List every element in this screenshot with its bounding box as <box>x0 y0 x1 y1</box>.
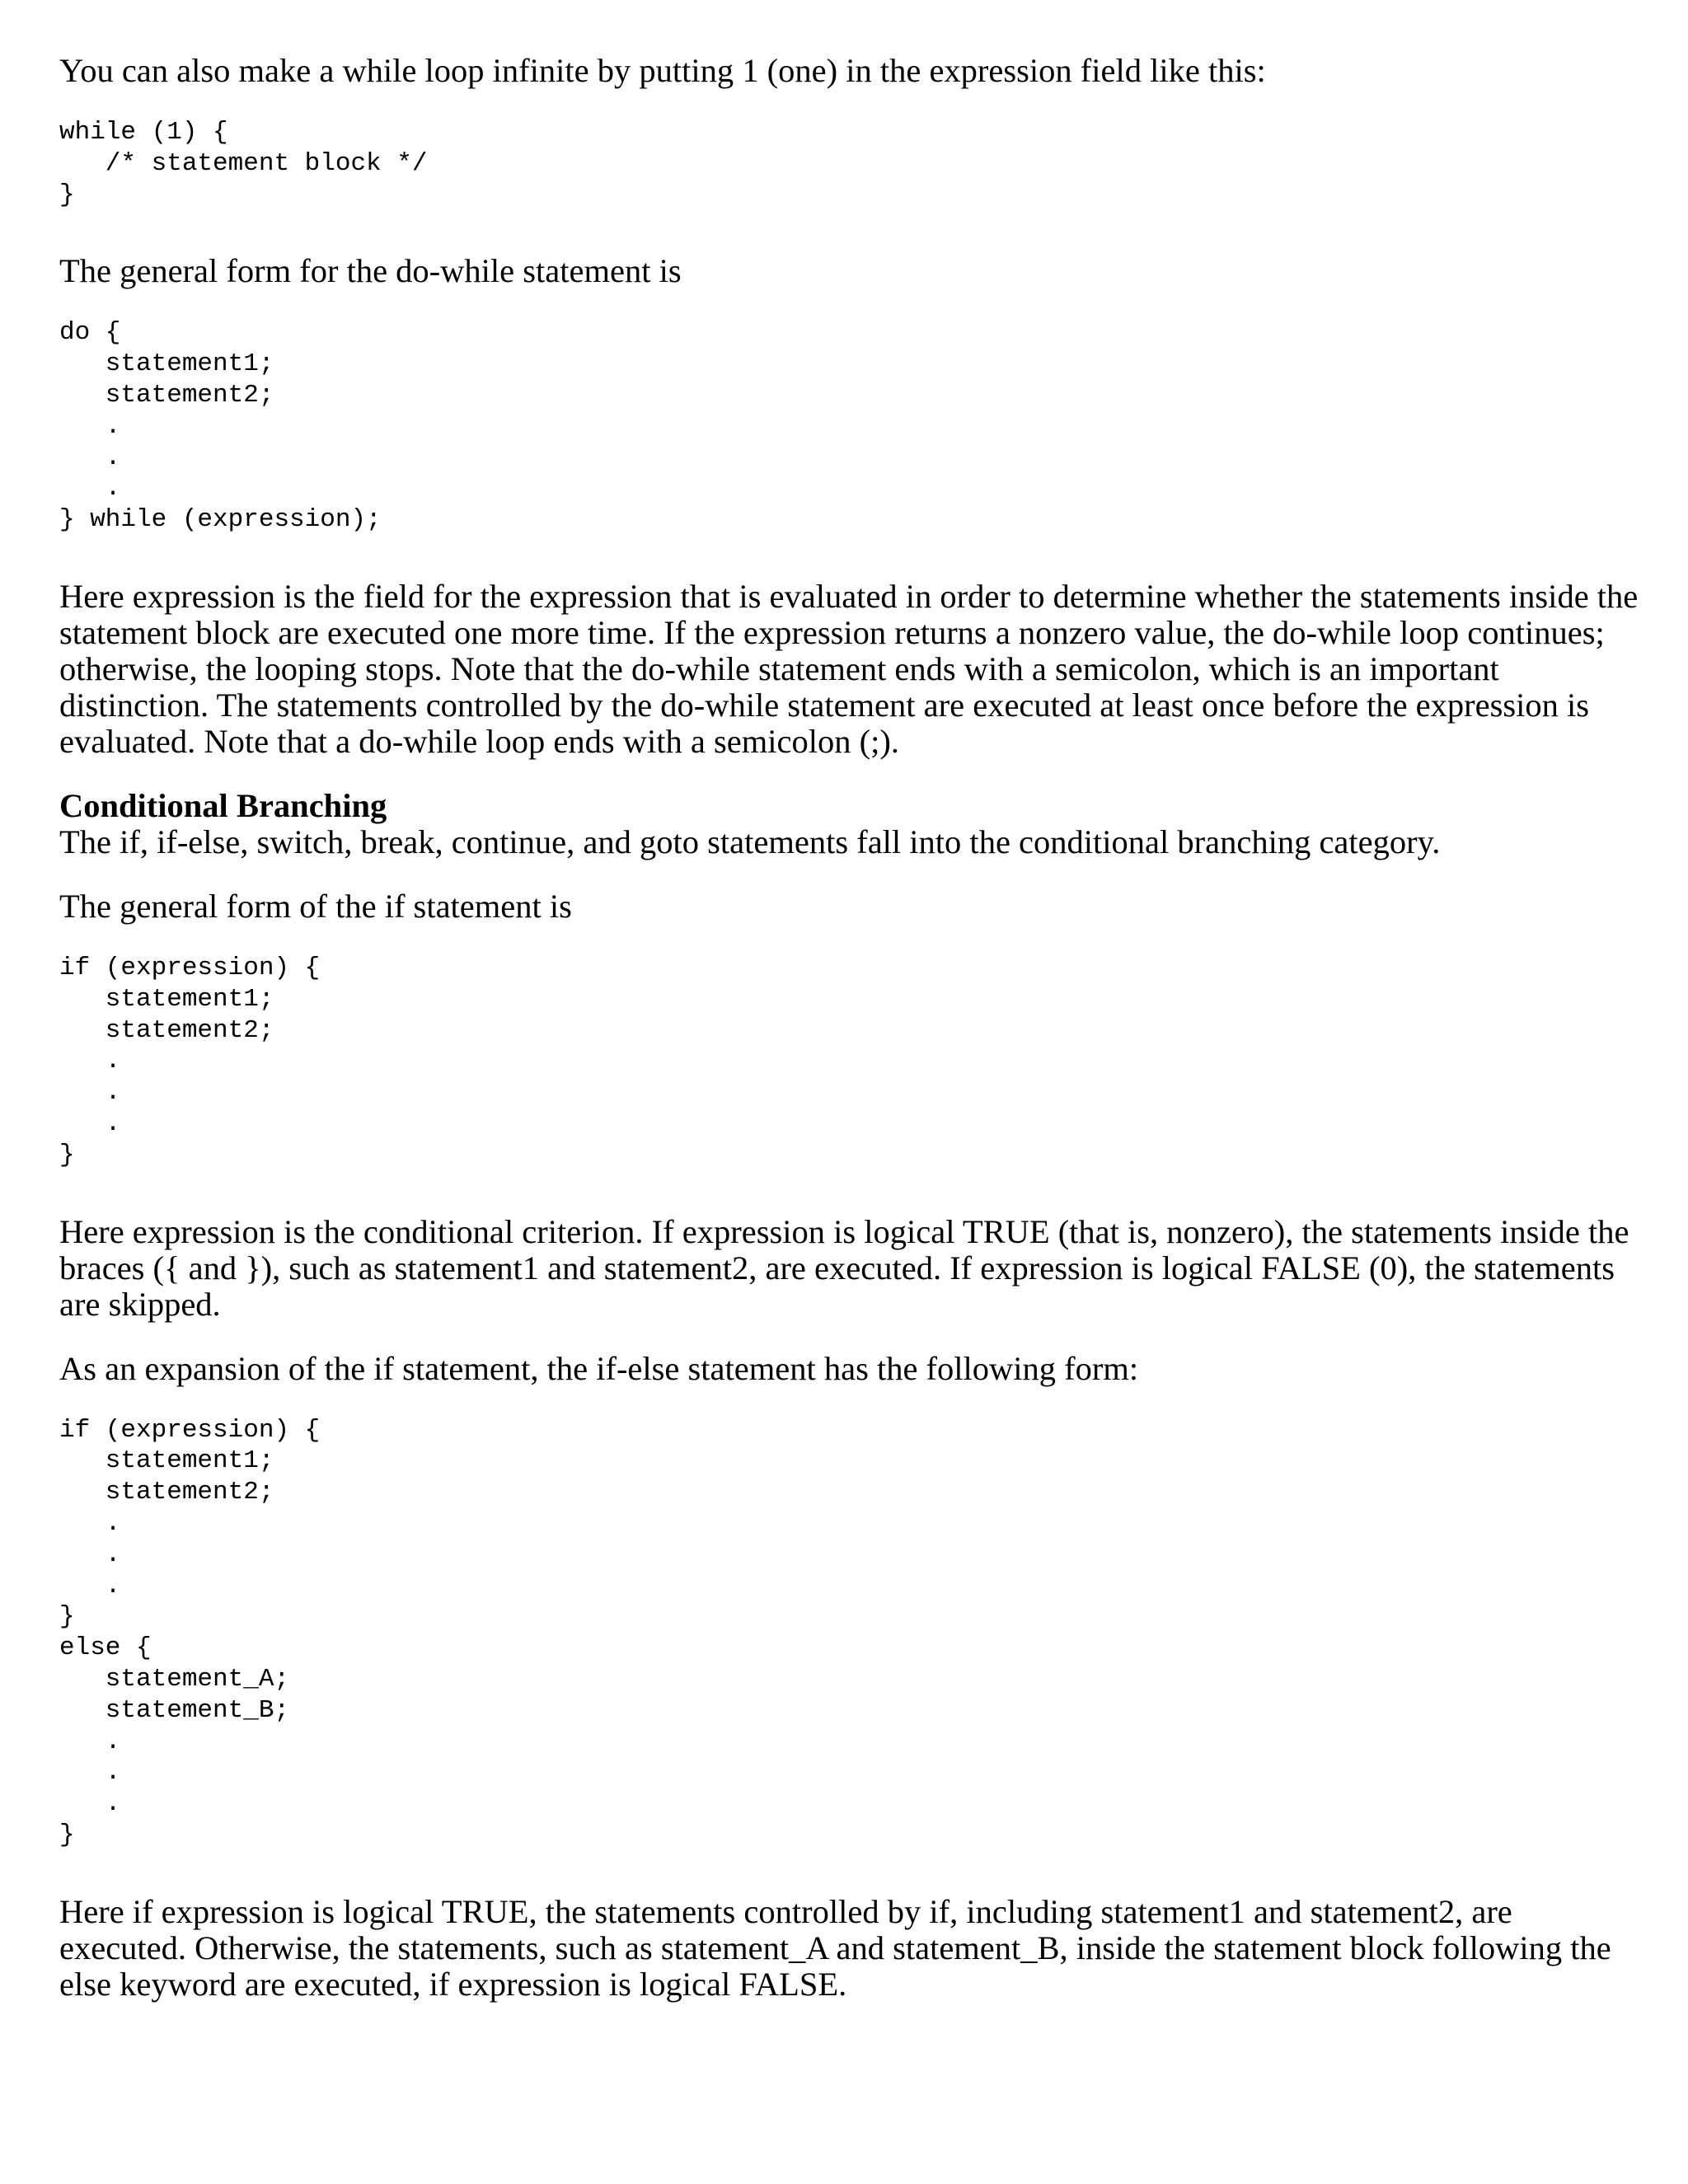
paragraph-conditional-intro: The if, if-else, switch, break, continue, and goto statements fall into the conditional branching category. <box>59 823 1441 860</box>
code-block-do-while: do { statement1; statement2; . . . } while (expression); <box>59 318 382 535</box>
spacer <box>59 536 1642 579</box>
code-block-if: if (expression) { statement1; statement2; . . . } <box>59 953 321 1169</box>
spacer <box>59 210 1642 253</box>
paragraph-do-while-explanation: Here expression is the field for the expression that is evaluated in order to determine whether the statements inside the statement block are executed one more time. If the expression returns a nonzero value, the do-while loop continues; otherwise, the looping stops. Note that the do-while statement ends with a semicolon, which is an important distinction. The statements controlled by the do-while statement are executed at least once before the expression is evaluated. Note that a do-while loop ends with a semicolon (;). <box>59 577 1639 760</box>
spacer <box>59 1851 1642 1894</box>
document-page <box>59 53 1642 2003</box>
paragraph-infinite-while-intro: You can also make a while loop infinite by putting 1 (one) in the expression field like this: <box>59 52 1266 89</box>
spacer <box>59 89 1642 117</box>
spacer <box>59 289 1642 317</box>
paragraph-if-else-explanation: Here if expression is logical TRUE, the statements controlled by if, including statement1 and statement2, are executed. Otherwise, the statements, such as statement_A and statement_B, inside the statement block following the else keyword are executed, if expression is logical FALSE. <box>59 1892 1611 2003</box>
spacer <box>59 760 1642 788</box>
section-heading: Conditional Branching <box>59 786 387 824</box>
code-block-if-else: if (expression) { statement1; statement2; . . . } else { statement_A; statement_B; . . . } <box>59 1415 321 1849</box>
spacer <box>59 1323 1642 1351</box>
code-block-infinite-while: while (1) { /* statement block */ } <box>59 118 428 209</box>
spacer <box>59 1171 1642 1214</box>
section-conditional-branching <box>59 788 1642 860</box>
spacer <box>59 1387 1642 1415</box>
paragraph-if-intro: The general form of the if statement is <box>59 887 572 925</box>
paragraph-if-explanation: Here expression is the conditional criterion. If expression is logical TRUE (that is, nonzero), the statements inside the braces ({ and }), such as statement1 and statement2, are executed. If expression is logical FALSE (0), the statements are skipped. <box>59 1212 1629 1323</box>
paragraph-if-else-intro: As an expansion of the if statement, the if-else statement has the following form: <box>59 1349 1139 1387</box>
spacer <box>59 860 1642 888</box>
paragraph-do-while-intro: The general form for the do-while statement is <box>59 252 682 290</box>
spacer <box>59 925 1642 953</box>
